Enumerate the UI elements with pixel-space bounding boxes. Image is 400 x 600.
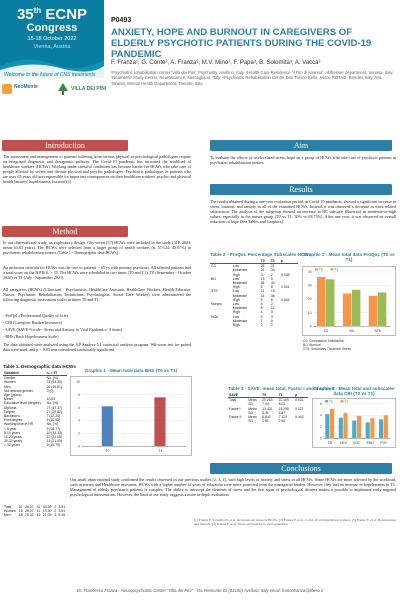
table-cell: Factor II xyxy=(229,415,242,420)
table-cell: Total xyxy=(4,505,12,509)
chart2-note-sts: STS: Secondary Traumatic Stress xyxy=(303,347,352,351)
bar xyxy=(379,419,383,438)
table-cell: n. = 57 xyxy=(46,371,65,376)
table-cell: 0.027 xyxy=(295,406,304,411)
legend-label: T1 xyxy=(344,399,348,404)
table-cell: Low xyxy=(232,314,239,319)
table-cell: 2 xyxy=(260,323,263,328)
table-cell: Degree xyxy=(4,409,16,414)
table-cell: 9 xyxy=(270,276,273,281)
table-cell: 16 xyxy=(18,509,23,514)
chart2-notes xyxy=(303,339,395,351)
table-cell: Mean xyxy=(4,397,13,402)
table-cell: 15 xyxy=(270,289,275,294)
y-tick-label: 30 xyxy=(307,283,312,288)
table-cell: 3.51 xyxy=(58,509,66,514)
pine-tree-icon xyxy=(57,83,69,95)
table-cell: Diploma xyxy=(4,405,17,410)
table-cell: 4 xyxy=(260,302,263,307)
table-cell: Low xyxy=(232,264,239,269)
y-tick-label: 8 xyxy=(77,392,80,397)
authors: F. Franza¹, G. Conte², A. Franza³, M.V. Mino¹, F. Papa³, B. Solomita³, A. Vacca³ xyxy=(111,60,321,66)
table-cell: Bachelor's xyxy=(4,414,20,419)
ecnp-number: 35th ECNP xyxy=(16,6,88,23)
table-cell: SD xyxy=(248,410,253,415)
y-tick-label: 10 xyxy=(307,310,312,315)
table-cell: 3 xyxy=(270,314,273,319)
table-cell: SAVE xyxy=(228,393,247,398)
table-cell: p xyxy=(280,259,298,264)
table-cell: 5.87 xyxy=(278,410,286,415)
ecnp-tagline: Welcome to the future of CNS treatments xyxy=(4,72,96,78)
conclusions-text: Our small observational study confirmed the results observed in our previous studies [2, 3, 4], with high levels of anxiety and stress in all HCWs. Some HCWs are more affected by the workload, such as nurses and Healthcare assistants. HCWs with a higher number of years of education were more protected from the managerial burden. However, they had an increase in hopelessness in T1. Management of elderly psychiatric patients is complex. The ability to intercept the elements of stress and the first signs of psychological distress makes it possible to implement early targeted psychological interventions. However, the limit of our study suggests a more in-depth evaluation. xyxy=(70,478,396,497)
table-cell: T1 xyxy=(278,393,294,398)
table-cell: 13.421 xyxy=(262,406,273,411)
y-tick-label: 20 xyxy=(307,297,312,302)
table-cell: 7 xyxy=(260,318,263,323)
table-cell: CS xyxy=(211,264,216,269)
poster-title: ANXIETY, HOPE AND BURNOUT IN CAREGIVERS OF ELDERLY PSYCHOTIC PATIENTS DURING THE COVID-19 PANDEMIC xyxy=(111,27,372,60)
table-cell: 2.94 xyxy=(278,419,286,424)
table-cell: 15 xyxy=(18,513,23,518)
table-cell: 2 xyxy=(54,509,57,514)
table-cell: 7 (12.28) xyxy=(46,414,61,419)
table-cell: 57 xyxy=(18,505,23,509)
method-text-4: The data obtained were analyzed using the S.P.Analyze 5.1 statistical analysis program. Wilcoxon test for paired data were used, and p < 0.05 was considered statistically significant. xyxy=(3,343,191,352)
ecnp-congress-word: Congress xyxy=(26,22,78,34)
bar xyxy=(102,406,113,446)
table-cell: 12 (21.05) xyxy=(46,435,63,440)
table-cell: 7.123 xyxy=(278,415,288,420)
introduction-heading: Introduction xyxy=(2,140,128,151)
table-cell: 21 xyxy=(260,289,265,294)
table-cell: 0.038 xyxy=(281,272,290,277)
table-cell: 2.81 xyxy=(262,419,269,424)
table-cell: 40 xyxy=(270,281,275,286)
table-cell: 43.63 xyxy=(46,397,56,402)
bar xyxy=(369,296,377,326)
table-cell: No. (%) xyxy=(46,401,59,406)
results-heading: Results xyxy=(210,184,392,195)
table-cell: High xyxy=(232,285,240,290)
aim-text: To evaluate the effects of work-related stress, hope on a group of HCWs who take care of psychotic patients in psychiatric rehabilitation centers. xyxy=(210,156,396,165)
table-cell: < 5 year xyxy=(4,426,17,431)
table-cell: 5 xyxy=(260,314,263,319)
table-cell: Men xyxy=(4,384,11,389)
bar xyxy=(352,421,356,439)
y-tick-label: 6 xyxy=(320,401,322,406)
y-tick-label: 40 xyxy=(307,270,312,275)
table-cell: Women xyxy=(4,380,16,385)
table-cell: Working time in HR xyxy=(4,422,34,427)
bar xyxy=(384,415,388,438)
villa-dei-pini-logo: VILLA DEI PINI xyxy=(57,82,107,98)
y-tick-label: 0 xyxy=(309,324,312,329)
table-cell: 6 xyxy=(260,285,263,290)
y-tick-label: 6 xyxy=(77,405,80,410)
chart1-title: Graphic 1 - Mean total data BHS (T0 vs T1) xyxy=(84,368,178,373)
y-tick-label: 2 xyxy=(77,431,80,436)
table3-title: Table 3 - SAVE: mean total, Factor I and II scores xyxy=(228,386,335,391)
x-tick-label: CS xyxy=(323,329,329,334)
y-tick-label: 0 xyxy=(77,444,80,449)
x-tick-label: TD xyxy=(327,441,333,446)
table-cell: 22.105 xyxy=(278,398,289,403)
table-cell: 11 xyxy=(270,306,275,311)
table-cell xyxy=(210,323,232,327)
chart2-title: Graphic 2 - Mean total data ProQoL (T0 vs T1) xyxy=(303,252,395,262)
table-row xyxy=(3,401,67,405)
method-item-cbi: - CBI (Caregiver Burden Inventory) xyxy=(3,321,63,325)
table-cell: 26 (45.61) xyxy=(46,384,63,389)
x-tick-label: SOC xyxy=(353,441,361,446)
chart2-note-bo: BO: Burnout xyxy=(303,343,321,347)
table-cell: 31 xyxy=(36,505,41,509)
table-cell: 2 xyxy=(270,272,273,277)
bar xyxy=(343,413,347,438)
bar xyxy=(317,277,325,326)
table-cell: No. (%) xyxy=(46,376,59,381)
table-cell xyxy=(280,323,298,327)
y-tick-label: 0 xyxy=(320,436,322,441)
table-cell: Moderate xyxy=(232,318,248,323)
table-cell: Low xyxy=(232,302,239,307)
table-cell: 3 xyxy=(54,513,57,518)
method-text-1: In our observational study, an exploratory design, fifty-seven (57) HCWs were included in the study (31F, 26M; mean 43.63 years). The HCWs were selected from a larger group of health workers (n. 57/124: 45.97%) in psychiatric rehabilitation centers (Table 1 - Demographic data HCWs). xyxy=(3,241,191,255)
table-cell: T0 xyxy=(260,259,270,264)
table-cell: 28.07 xyxy=(25,509,34,514)
table-cell: 19.30 xyxy=(42,509,52,514)
table1 xyxy=(3,371,67,448)
ecnp-dates: 15-18 October 2022 xyxy=(27,36,77,42)
table-cell: Low xyxy=(232,289,239,294)
table-cell: 6 xyxy=(270,297,273,302)
table-cell: 17 (29.82) xyxy=(46,409,63,414)
table-cell: SD xyxy=(248,402,253,407)
table-cell: High xyxy=(232,272,240,277)
table-cell: Moderate xyxy=(232,306,248,311)
table-cell: 21 xyxy=(270,264,275,269)
table-cell: 11 xyxy=(36,509,41,514)
table-cell: 2 xyxy=(54,505,57,509)
x-tick-label: EMO xyxy=(366,441,375,446)
table2 xyxy=(210,259,298,327)
x-tick-label: DEV xyxy=(340,441,347,446)
bar xyxy=(378,292,386,326)
y-tick-label: 4 xyxy=(320,413,322,418)
table-cell: 8 xyxy=(270,285,273,290)
table-cell: 27 (47.37) xyxy=(46,405,63,410)
table-cell: 0.021 xyxy=(281,285,290,290)
x-tick-label: T0 xyxy=(105,449,110,454)
bar xyxy=(330,409,334,438)
table-cell: Moderate xyxy=(232,281,248,286)
table-cell: 9 (15.79) xyxy=(46,443,61,448)
chart3-title: Graphic 3 - Mean total and subscales data CBI (T0 vs T1) xyxy=(313,386,395,396)
chart2-note-cs: CS: Compassion Satisfaction xyxy=(303,339,345,343)
conclusions-heading: Conclusions xyxy=(210,463,392,474)
table-cell: 13 xyxy=(260,276,265,281)
table-cell xyxy=(65,443,67,447)
table-cell xyxy=(228,419,247,423)
table-cell: 28 xyxy=(260,264,265,269)
y-tick-label: 10 xyxy=(76,380,80,385)
table-cell: 26.32 xyxy=(25,513,34,518)
table-cell: T1 xyxy=(270,259,280,264)
table-cell: 26 xyxy=(260,268,265,273)
table-cell: 0.031 xyxy=(295,398,304,403)
method-heading: Method xyxy=(2,226,128,237)
table-cell: 10-20 years xyxy=(4,435,22,440)
footer-contact: Dr. Francesco Franza - Neuropsychiatric Center "Villa dei Pini" - Via Piemonte 61 (83100) Avellino, Italy email: francofranza@libero.it xyxy=(77,588,323,593)
table-cell: T0 xyxy=(261,393,277,398)
table-cell: 3 xyxy=(260,272,263,277)
table-cell: 9 xyxy=(270,318,273,323)
aim-heading: Aim xyxy=(210,140,392,151)
table-cell: 5 xyxy=(260,297,263,302)
table-cell: 5 (08.77) xyxy=(46,426,61,431)
table2-title: Table 2 - ProQoL Percentage Subscales HCWs xyxy=(210,252,312,257)
table-cell: 36 xyxy=(270,293,275,298)
method-text-3: All caregivers (HCWs) (Clinicians - Psychiatrists, HealthCare Assistant, HealthCare Workers, Health Educator, Nurses, Psychiatric Rehabilitation Technicians, Psychologists, Social Care Worker) were administered the following diagnostic assessment scales in times T0 and T1: xyxy=(3,288,191,302)
table1-bottom xyxy=(3,505,67,518)
table-cell: 5.26 xyxy=(58,513,66,518)
table-cell: Education level (degree) xyxy=(4,401,41,406)
table-cell: Total xyxy=(229,398,237,403)
table-row xyxy=(210,323,298,327)
legend-swatch xyxy=(331,268,334,270)
table-cell: 8 xyxy=(260,306,263,311)
method-text-2: An inclusion criterion for HCWs was the care to patients > 65 ys with primary psychosis. All selected patients had a total score on the B.P.R.S. > 35. The HCWs were scheduled in two times (T0 and T1). T0 (September - October 2020) vs T1 (July - September 2021). xyxy=(3,266,191,280)
bar xyxy=(326,279,334,326)
table-cell: 19 (33.33) xyxy=(46,430,63,435)
method-item-bhs: - BHS (Beck Hopelessness Scale) xyxy=(3,335,59,339)
table-cell: HCA xyxy=(211,314,219,319)
table-cell: 20-30 years xyxy=(4,439,22,444)
table-cell: Moderate xyxy=(232,268,248,273)
x-tick-label: T1 xyxy=(158,449,163,454)
table-cell: 3.51 xyxy=(58,505,66,509)
chart1 xyxy=(70,376,192,456)
legend-swatch xyxy=(341,400,344,402)
table-cell: 0.044 xyxy=(281,297,290,302)
poster-id: P0493 xyxy=(111,17,132,24)
chart3 xyxy=(312,398,396,448)
table-cell: Moderate xyxy=(232,293,248,298)
table-cell: High xyxy=(232,297,240,302)
table-cell: BO xyxy=(211,276,216,281)
affiliations: ¹Psychiatric rehabilitation center 'Villa dei Pini', Psychiatry, Avellino, Italy. ²Health Care Residence 'Il Filo di Arianna', Alzheimer department, Venosa, Italy. ³Neamente Study Center, Neuroscience, Mercogliano, Italy. ⁴Psychiatric Rehabilitation Centre Don Tonino Bello, Assoc ROTAG, Brindisi, Italy. ASL Taranto, Mental Health Department, Taranto, Italy. xyxy=(111,70,394,86)
method-item-proqol: - ProQoL (Professional Quality of Life) xyxy=(3,314,68,318)
table-cell: 31 (54.39) xyxy=(46,380,63,385)
table-cell: 28.07 xyxy=(25,505,34,509)
table-cell: Age (years) xyxy=(4,393,22,398)
legend-label: T0 xyxy=(329,399,333,404)
table-cell: 34 xyxy=(270,268,275,273)
y-tick-label: 2 xyxy=(320,424,322,429)
table-cell: SD xyxy=(248,419,253,424)
table-cell: 12 xyxy=(36,513,41,518)
table-cell: High xyxy=(232,310,240,315)
table-cell: 2 xyxy=(270,323,273,328)
table-cell: Nurses xyxy=(211,302,222,307)
table-cell: 0.442 xyxy=(295,415,304,420)
table-row xyxy=(3,513,67,517)
table-cell: 31 xyxy=(260,293,265,298)
bar xyxy=(343,293,351,326)
table-cell: No. (%) xyxy=(46,422,59,427)
table-cell: p xyxy=(294,393,308,398)
table-cell: Low xyxy=(232,276,239,281)
ecnp-city: Vienna, Austria xyxy=(33,44,71,50)
table-cell: Not defined gender xyxy=(4,388,33,393)
logos xyxy=(2,82,106,98)
legend-label: T0 xyxy=(318,267,323,272)
x-tick-label: STS xyxy=(374,329,382,334)
bar xyxy=(154,397,165,446)
table-cell: Men xyxy=(4,513,11,518)
table-cell: 38 xyxy=(260,281,265,286)
table1-title: Table 1. Demographic data HCWs xyxy=(3,364,76,369)
y-tick-label: 4 xyxy=(77,418,80,423)
table-cell: Mean xyxy=(248,398,257,403)
table-cell: 2 xyxy=(270,302,273,307)
table-cell: 6 (10.53) xyxy=(46,418,61,423)
bar xyxy=(366,422,370,438)
legend-label: T1 xyxy=(334,267,339,272)
table-cell: High xyxy=(232,323,240,328)
table-cell: 4 xyxy=(260,310,263,315)
table-cell xyxy=(294,419,308,423)
references: [1] Franza F, Solomita B, et al. Occupational stress in HCWs. [2] Franza F, et al. Covid-19 and healthcare workers. [3] Franza F, et al. Hopelessness and burnout. [4] Franza F, et al. Stress and anxiety to viral epidemics. xyxy=(194,518,396,527)
bar xyxy=(325,414,329,438)
legend-swatch xyxy=(325,400,328,402)
table-cell: 7.44 xyxy=(262,402,269,407)
table-cell: Gender xyxy=(4,376,16,381)
table-cell: 54.39 xyxy=(42,505,52,509)
table-cell: Post-degree xyxy=(4,418,23,423)
table-row xyxy=(3,443,67,447)
table3 xyxy=(228,393,308,423)
x-tick-label: PHY xyxy=(380,441,388,446)
table-cell: 0 (0) xyxy=(46,388,54,393)
table-cell: Variables xyxy=(3,371,46,376)
results-text: The results obtained during a one-year evaluation period, in Covid-19 pandemic, showed a significant increase in stress, burnout, and anxiety in all of the examined HCWs. Instead, it was observed a decrease in work-related satisfaction. The analysis of the subgroup showed an increase in BC subscale (Burnout) in moderate-to-high values, especially in the nurses group (T0 vs T1: 50% vs 68.75%). After one year, it was observed an overall reduction of hope (See Tables and Graphics). xyxy=(210,200,396,224)
legend-swatch xyxy=(315,268,318,270)
table-cell: 21.05 xyxy=(42,513,52,518)
chart2 xyxy=(302,266,396,336)
table-row xyxy=(228,419,308,423)
table-cell: 5-10 years xyxy=(4,430,21,435)
table-cell: 20.263 xyxy=(262,398,273,403)
bar xyxy=(357,416,361,438)
method-item-save: - SAVE (SAVE-9 scale - Stress and Anxiety to Viral Epidemics- 9 items) xyxy=(3,328,123,332)
table-cell: STS xyxy=(211,289,218,294)
table-cell: Mean xyxy=(248,415,257,420)
table-cell: 3 xyxy=(270,310,273,315)
neomente-logo-icon xyxy=(2,84,12,94)
bar xyxy=(370,418,374,438)
table-cell: Factor I xyxy=(229,406,241,411)
table-cell: Women xyxy=(4,509,16,514)
table-cell: 8.02 xyxy=(278,402,286,407)
table-cell: 12 (21.05) xyxy=(46,439,63,444)
x-tick-label: BO xyxy=(349,329,355,334)
table-cell: Mean xyxy=(248,406,257,411)
introduction-text: The assessment and management of patients suffering from serious physical or psychological pathologies require an integrated diagnostic and therapeutic pathway. The Covid-19 pandemic has increased the workload of healthcare workers (HCWs). Working under stressful conditions has become harder for HCWs who take care of people affected by severe and chronic physical and psychic pathologies. Psychiatric pathologies in patients who are over 65 years old are responsible for important consequences on their healthcare workers' psychic and physical health (anxiety, hopelessness, burnout)[1]. xyxy=(3,155,191,184)
bar xyxy=(352,290,360,326)
bar xyxy=(339,418,343,439)
table-cell: > 30 years xyxy=(4,443,20,448)
table-cell: 5.31 xyxy=(262,410,269,415)
neomente-logo: NeoMente xyxy=(2,82,42,98)
table-cell: 15.298 xyxy=(278,406,289,411)
table-cell: 6.842 xyxy=(262,415,271,420)
